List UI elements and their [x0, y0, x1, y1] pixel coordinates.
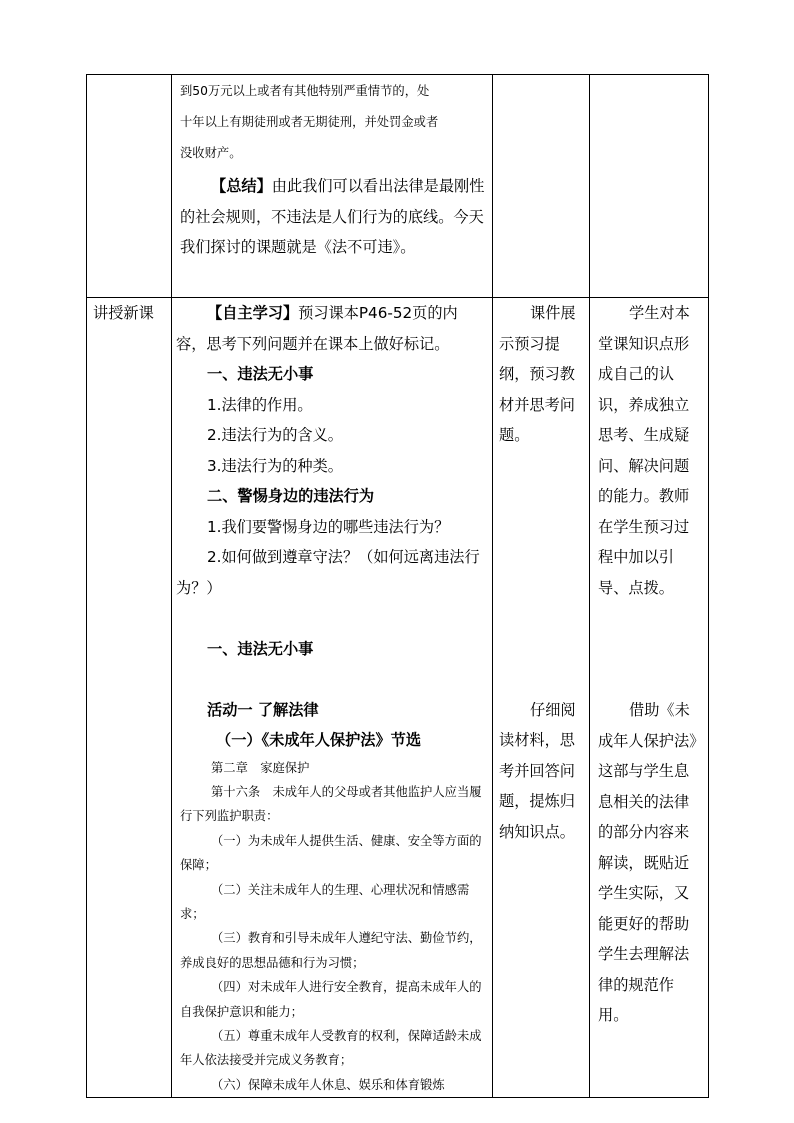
self-study-paragraph — [176, 298, 488, 359]
design-intent-cell — [590, 298, 709, 1098]
self-study-text: 预习课本P46-52页的内容，思考下列问题并在课本上做好标记。 — [176, 304, 458, 353]
spacer — [176, 664, 488, 695]
design-intent-2: 借助《未成年人保护法》这部与学生息息相关的法律的部分内容来解读，既贴近学生实际，又能更好的帮助学生去理解法律的规范作用。 — [598, 701, 697, 1024]
summary-paragraph — [180, 171, 488, 263]
intent-cell-empty — [590, 75, 709, 298]
section1-repeat-title: 一、违法无小事 — [207, 639, 314, 658]
teacher-activity-1: 课件展示预习提纲，预习教材并思考问题。 — [499, 304, 576, 444]
table-row-top — [87, 75, 709, 298]
spacer — [598, 603, 704, 695]
section1-item: 2.违法行为的含义。 — [207, 426, 343, 444]
law-line: 没收财产。 — [180, 146, 242, 160]
duty-item: （四）对未成年人进行安全教育，提高未成年人的自我保护意识和能力； — [180, 980, 482, 1019]
chapter-title: 第二章 家庭保护 — [211, 760, 310, 775]
law-line: 到50万元以上或者有其他特别严重情节的，处 — [180, 84, 430, 98]
section2-item: 1.我们要警惕身边的哪些违法行为？ — [207, 517, 450, 536]
self-study-tag: 【自主学习】 — [207, 304, 299, 322]
law-excerpt — [176, 756, 488, 1098]
section1-item: 3.违法行为的种类。 — [207, 456, 343, 475]
stage-cell-empty — [87, 75, 172, 298]
duty-item: （一）为未成年人提供生活、健康、安全等方面的保障； — [180, 833, 482, 873]
spacer — [176, 603, 488, 634]
section2-item: 2.如何做到遵章守法？（如何远离违法行为？） — [176, 548, 480, 597]
article-text: 第十六条 未成年人的父母或者其他监护人应当履行下列监护职责： — [180, 784, 482, 824]
duty-item: （六）保障未成年人休息、娱乐和体育锻炼 — [211, 1077, 445, 1092]
table-row-main — [87, 298, 709, 1098]
section1-item: 1.法律的作用。 — [207, 395, 313, 414]
content-cell-top — [172, 75, 493, 298]
summary-text: 由此我们可以看出法律是最刚性的社会规则，不违法是人们行为的底线。今天我们探讨的课题就是《法不可违》。 — [180, 177, 485, 256]
teacher-activity-2: 仔细阅读材料，思考并回答问题，提炼归纳知识点。 — [499, 700, 576, 841]
spacer — [499, 451, 585, 695]
law-line: 十年以上有期徒刑或者无期徒刑，并处罚金或者 — [180, 115, 439, 129]
design-intent-1: 学生对本堂课知识点形成自己的认识，养成独立思考、生成疑问、解决问题的能力。教师在学生预习过程中加以引导、点拨。 — [598, 304, 690, 597]
teacher-activity-cell — [493, 298, 590, 1098]
lesson-plan-table — [86, 74, 709, 1098]
duty-item: （二）关注未成年人的生理、心理状况和情感需求； — [180, 882, 470, 921]
activity1-title: 活动一 了解法律 — [207, 700, 319, 719]
section1-title: 一、违法无小事 — [207, 365, 314, 383]
excerpt-title: （一）《未成年人保护法》节选 — [216, 731, 422, 749]
stage-cell — [87, 298, 172, 1098]
duty-item: （三）教育和引导未成年人遵纪守法、勤俭节约，养成良好的思想品德和行为习惯； — [180, 931, 482, 970]
section2-title: 二、警惕身边的违法行为 — [207, 487, 375, 505]
stage-label: 讲授新课 — [93, 304, 154, 322]
content-cell-main — [172, 298, 493, 1098]
summary-tag: 【总结】 — [211, 177, 272, 195]
duty-item: （五）尊重未成年人受教育的权利，保障适龄未成年人依法接受并完成义务教育； — [180, 1028, 482, 1068]
teacher-cell-empty — [493, 75, 590, 298]
